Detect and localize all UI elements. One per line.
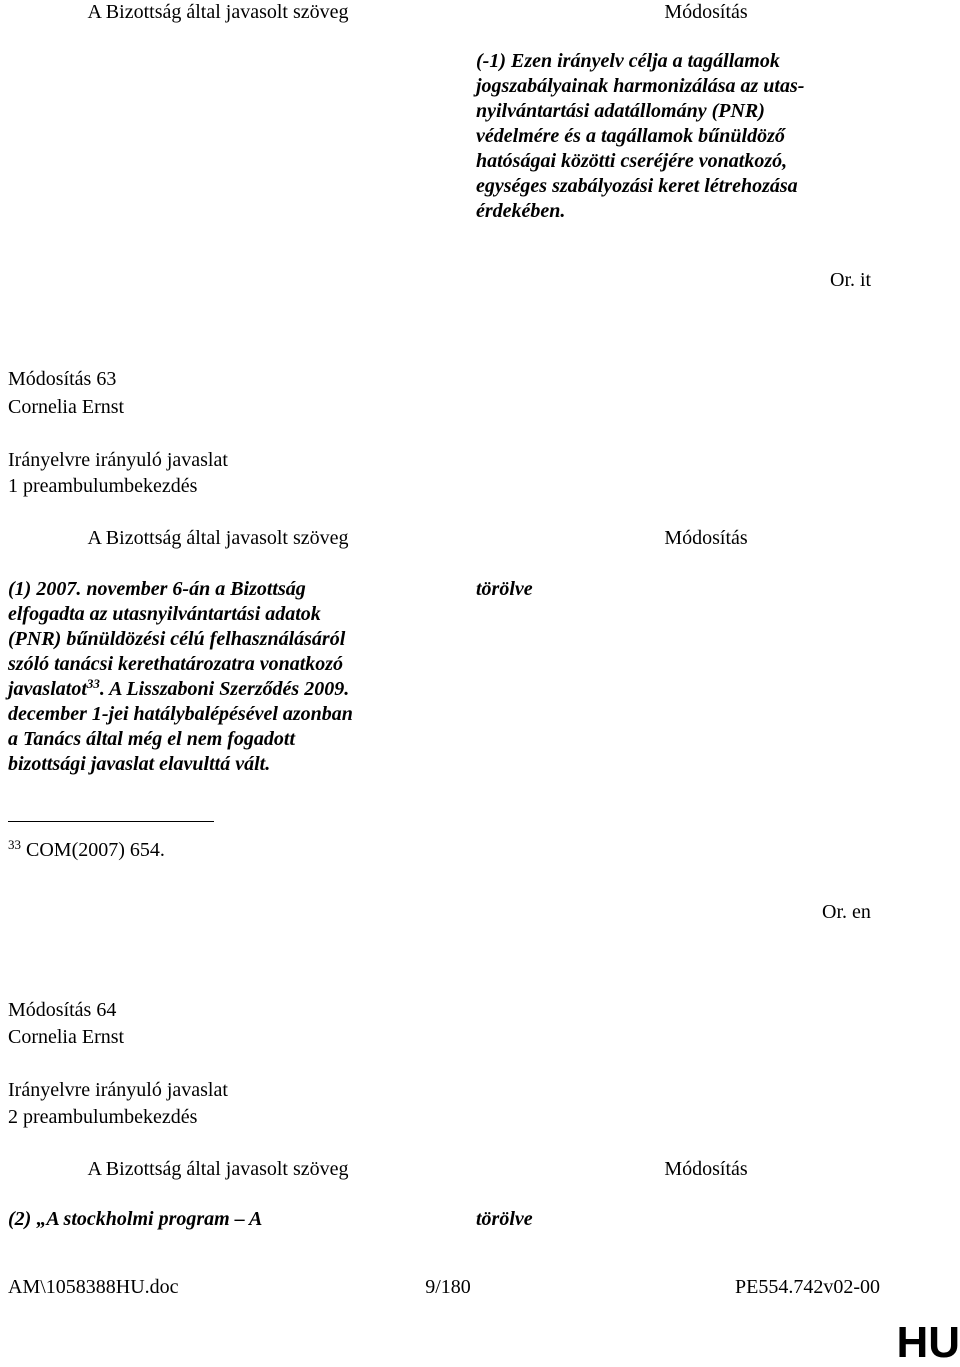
- amendment-author: Cornelia Ernst: [8, 1026, 125, 1048]
- amendment-text-line: (-1) Ezen irányelv célja a tagállamok: [476, 50, 780, 72]
- commission-text-line: bizottsági javaslat elavulttá vált.: [8, 753, 271, 775]
- amendment-text-line: védelmére és a tagállamok bűnüldöző: [476, 125, 785, 147]
- amendment-text-block: [476, 49, 896, 224]
- commission-text-line: elfogadta az utasnyilvántartási adatok: [8, 603, 321, 625]
- column-header-commission-text: A Bizottság által javasolt szöveg: [87, 1, 349, 23]
- recital-reference: 2 preambulumbekezdés: [8, 1106, 198, 1128]
- amendment-number: Módosítás 63: [8, 368, 117, 390]
- column-header-amendment: Módosítás: [664, 527, 748, 549]
- commission-text-fragment: . A Lisszaboni Szerződés 2009.: [99, 678, 350, 700]
- commission-text-line: (1) 2007. november 6-án a Bizottság: [8, 578, 306, 600]
- footnote-text: COM(2007) 654.: [26, 839, 165, 861]
- footer-doc-reference: AM\1058388HU.doc: [8, 1276, 179, 1298]
- footnote-reference: 33: [86, 676, 100, 691]
- deleted-marker: törölve: [476, 578, 533, 600]
- amendment-text-line: jogszabályainak harmonizálása az utas-: [476, 75, 805, 97]
- recital-reference: 1 preambulumbekezdés: [8, 475, 198, 497]
- column-header-commission-text: A Bizottság által javasolt szöveg: [87, 1158, 349, 1180]
- commission-text-block: [8, 577, 428, 777]
- footnote-separator: [8, 821, 214, 822]
- amendment-text-line: érdekében.: [476, 200, 566, 222]
- commission-text-line: [8, 677, 428, 702]
- amendment-author: Cornelia Ernst: [8, 396, 125, 418]
- amendment-number: Módosítás 64: [8, 999, 117, 1021]
- amendment-text-line: hatóságai közötti cseréjére vonatkozó,: [476, 150, 788, 172]
- column-header-amendment: Módosítás: [664, 1158, 748, 1180]
- proposal-title: Irányelvre irányuló javaslat: [8, 1079, 228, 1101]
- footnote-number: 33: [8, 837, 21, 852]
- column-header-commission-text: A Bizottság által javasolt szöveg: [87, 527, 349, 549]
- language-mark: HU: [896, 1318, 960, 1367]
- commission-text-fragment: javaslatot: [8, 678, 87, 700]
- commission-text-line: december 1-jei hatálybalépésével azonban: [8, 703, 353, 725]
- footnote: [8, 838, 165, 863]
- footer-page-number: 9/180: [425, 1276, 471, 1298]
- commission-text-line: a Tanács által még el nem fogadott: [8, 728, 296, 750]
- original-language-label: Or. it: [830, 269, 872, 291]
- commission-text-line: szóló tanácsi kerethatározatra vonatkozó: [8, 653, 344, 675]
- commission-text-line: (2) „A stockholmi program – A: [8, 1208, 263, 1230]
- footer-pe-reference: PE554.742v02-00: [735, 1276, 880, 1298]
- proposal-title: Irányelvre irányuló javaslat: [8, 449, 228, 471]
- amendment-text-line: nyilvántartási adatállomány (PNR): [476, 100, 765, 122]
- column-header-amendment: Módosítás: [664, 1, 748, 23]
- amendment-text-line: egységes szabályozási keret létrehozása: [476, 175, 798, 197]
- commission-text-line: (PNR) bűnüldözési célú felhasználásáról: [8, 628, 346, 650]
- original-language-label: Or. en: [822, 901, 871, 923]
- deleted-marker: törölve: [476, 1208, 533, 1230]
